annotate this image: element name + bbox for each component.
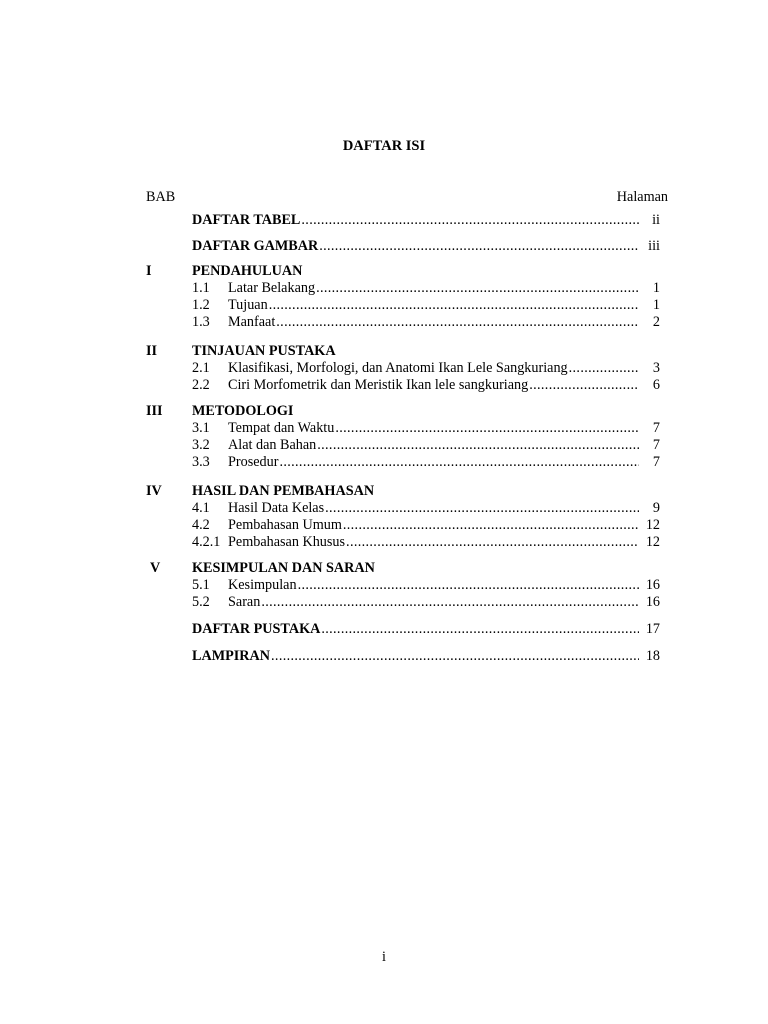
toc-entry[interactable] xyxy=(192,297,660,314)
dot-leader xyxy=(276,314,639,331)
toc-entry-page: 12 xyxy=(645,517,660,533)
toc-entry-page: 12 xyxy=(645,534,660,550)
chapter-title[interactable]: TINJAUAN PUSTAKA xyxy=(192,343,336,359)
toc-entry-page: iii xyxy=(648,238,660,254)
toc-entry-number: 4.1 xyxy=(192,500,210,516)
dot-leader xyxy=(319,238,639,255)
chapter-title[interactable]: KESIMPULAN DAN SARAN xyxy=(192,560,375,576)
toc-entry-lampiran[interactable] xyxy=(192,648,660,665)
toc-entry[interactable] xyxy=(192,377,660,394)
chapter-roman: I xyxy=(146,263,152,279)
toc-entry-number: 1.3 xyxy=(192,314,210,330)
page-number: i xyxy=(382,949,386,965)
toc-entry-label: Ciri Morfometrik dan Meristik Ikan lele sangkuriang xyxy=(228,377,529,393)
toc-entry-page: 18 xyxy=(645,648,660,664)
toc-entry-label: Manfaat xyxy=(228,314,276,330)
toc-entry-page: ii xyxy=(652,212,660,228)
chapter-title[interactable]: HASIL DAN PEMBAHASAN xyxy=(192,483,375,499)
dot-leader xyxy=(279,454,639,471)
toc-entry-label: Pembahasan Umum xyxy=(228,517,342,533)
toc-entry[interactable] xyxy=(192,420,660,437)
toc-entry-number: 4.2.1 xyxy=(192,534,221,550)
toc-entry-label: Hasil Data Kelas xyxy=(228,500,325,516)
toc-entry-page: 1 xyxy=(652,297,660,313)
dot-leader xyxy=(298,577,639,594)
toc-entry-label: Pembahasan Khusus xyxy=(228,534,346,550)
toc-entry-number: 4.2 xyxy=(192,517,210,533)
toc-entry-page: 3 xyxy=(652,360,660,376)
toc-entry-label: Klasifikasi, Morfologi, dan Anatomi Ikan Lele Sangkuriang xyxy=(228,360,568,376)
toc-entry[interactable] xyxy=(192,534,660,551)
toc-entry-label: LAMPIRAN xyxy=(192,648,271,664)
bab-header: BAB xyxy=(146,189,176,205)
chapter-roman: III xyxy=(146,403,163,419)
dot-leader xyxy=(261,594,639,611)
toc-entry-number: 3.2 xyxy=(192,437,210,453)
toc-entry-label: Prosedur xyxy=(228,454,279,470)
toc-entry[interactable] xyxy=(192,360,660,377)
toc-entry-number: 1.2 xyxy=(192,297,210,313)
toc-entry-label: Tujuan xyxy=(228,297,268,313)
toc-entry-number: 1.1 xyxy=(192,280,210,296)
toc-entry-number: 5.1 xyxy=(192,577,210,593)
toc-entry-page: 16 xyxy=(645,594,660,610)
dot-leader xyxy=(301,212,639,229)
dot-leader xyxy=(269,297,639,314)
toc-entry[interactable] xyxy=(192,314,660,331)
toc-entry-page: 7 xyxy=(652,437,660,453)
dot-leader xyxy=(529,377,639,394)
toc-entry-number: 2.1 xyxy=(192,360,210,376)
dot-leader xyxy=(346,534,639,551)
toc-entry-page: 9 xyxy=(652,500,660,516)
toc-entry[interactable] xyxy=(192,517,660,534)
toc-entry-label: Tempat dan Waktu xyxy=(228,420,335,436)
toc-entry-label: DAFTAR PUSTAKA xyxy=(192,621,321,637)
toc-entry[interactable] xyxy=(192,437,660,454)
toc-entry-daftar-tabel[interactable] xyxy=(192,212,660,229)
toc-entry-number: 3.1 xyxy=(192,420,210,436)
toc-entry-page: 2 xyxy=(652,314,660,330)
chapter-roman: V xyxy=(150,560,161,576)
dot-leader xyxy=(271,648,639,665)
chapter-title[interactable]: PENDAHULUAN xyxy=(192,263,303,279)
dot-leader xyxy=(343,517,639,534)
toc-entry[interactable] xyxy=(192,594,660,611)
toc-entry-page: 7 xyxy=(652,454,660,470)
toc-entry-number: 3.3 xyxy=(192,454,210,470)
toc-entry[interactable] xyxy=(192,280,660,297)
toc-entry-page: 7 xyxy=(652,420,660,436)
dot-leader xyxy=(316,280,639,297)
page-title: DAFTAR ISI xyxy=(342,138,426,154)
dot-leader xyxy=(569,360,639,377)
dot-leader xyxy=(317,437,639,454)
toc-entry[interactable] xyxy=(192,454,660,471)
dot-leader xyxy=(321,621,639,638)
toc-entry-page: 6 xyxy=(652,377,660,393)
toc-entry-daftar-gambar[interactable] xyxy=(192,238,660,255)
dot-leader xyxy=(335,420,639,437)
chapter-roman: IV xyxy=(146,483,162,499)
toc-entry-label: Saran xyxy=(228,594,261,610)
toc-entry-label: DAFTAR TABEL xyxy=(192,212,301,228)
halaman-header: Halaman xyxy=(616,189,668,205)
toc-entry-page: 17 xyxy=(645,621,660,637)
toc-entry-label: DAFTAR GAMBAR xyxy=(192,238,319,254)
toc-entry-label: Alat dan Bahan xyxy=(228,437,317,453)
toc-entry-daftar-pustaka[interactable] xyxy=(192,621,660,638)
toc-entry-label: Latar Belakang xyxy=(228,280,316,296)
toc-entry-page: 16 xyxy=(645,577,660,593)
toc-entry[interactable] xyxy=(192,577,660,594)
toc-entry-number: 5.2 xyxy=(192,594,210,610)
toc-entry-number: 2.2 xyxy=(192,377,210,393)
toc-entry-page: 1 xyxy=(652,280,660,296)
chapter-title[interactable]: METODOLOGI xyxy=(192,403,294,419)
toc-entry-label: Kesimpulan xyxy=(228,577,297,593)
dot-leader xyxy=(325,500,639,517)
chapter-roman: II xyxy=(146,343,158,359)
toc-entry[interactable] xyxy=(192,500,660,517)
